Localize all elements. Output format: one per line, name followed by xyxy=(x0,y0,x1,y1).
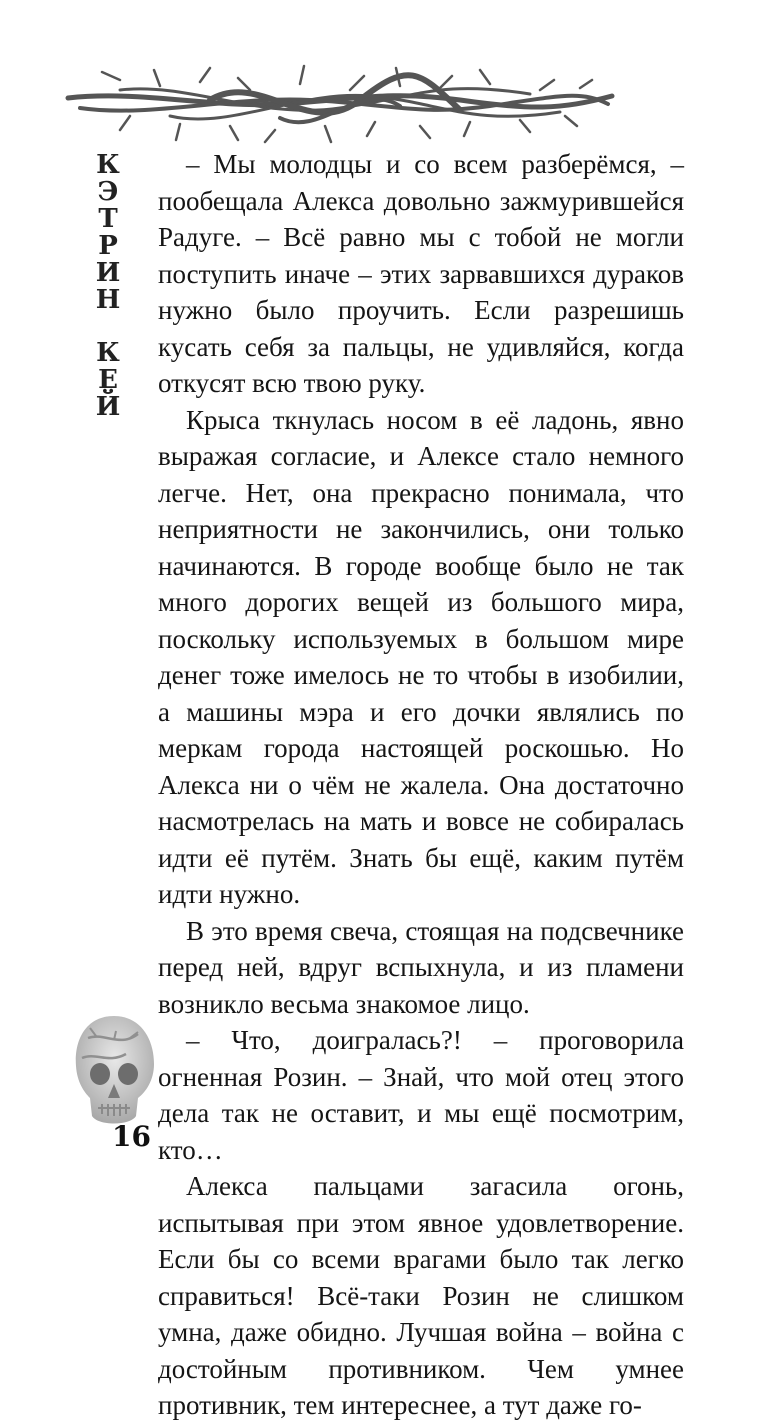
paragraph: В это время свеча, стоящая на подсвечнике перед ней, вдруг вспыхнула, и из пламени возникло весьма знакомое лицо. xyxy=(158,915,684,1019)
thorny-vine-ornament xyxy=(60,60,620,152)
paragraph: Алекса пальцами загасила огонь, испытывая при этом явное удовлетворение. Если бы со всеми врагами было так легко справиться! Всё-таки Розин не слишком умна, даже обидно. Лучшая война – война с достойным противником. Чем умнее противник, тем интереснее, а тут даже го- xyxy=(158,1171,684,1420)
body-text xyxy=(158,146,684,1424)
author-letter: Р xyxy=(98,231,118,261)
paragraph: – Мы молодцы и со всем разберёмся, – пообещала Алекса довольно зажмурившейся Радуге. – Всё равно мы с тобой не могли поступить иначе – этих зарвавшихся дураков нужно было проучить. Если разрешишь кусать себя за пальцы, не удивляйся, когда откусят всю твою руку. xyxy=(158,149,684,398)
author-letter: К xyxy=(96,338,120,368)
author-letter: К xyxy=(96,150,120,180)
paragraph: Крыса ткнулась носом в её ладонь, явно выражая согласие, и Алексе стало немного легче. Нет, она прекрасно понимала, что неприятности не закончились, они только начинаются. В городе вообще было не так много дорогих вещей из большого мира, поскольку используемых в большом мире денег тоже имелось не то чтобы в изобилии, а машины мэра и его дочки являлись по меркам города настоящей роскошью. Но Алекса ни о чём не жалела. Она достаточно насмотрелась на мать и вовсе не собиралась идти её путём. Знать бы ещё, каким путём идти нужно. xyxy=(158,404,684,909)
author-letter: Э xyxy=(97,177,119,207)
author-letter: Й xyxy=(95,392,121,422)
paragraph: – Что, доигралась?! – проговорила огненная Розин. – Знай, что мой отец этого дела так не оставит, и мы ещё посмотрим, кто… xyxy=(158,1025,684,1165)
page-number: 16 xyxy=(112,1120,151,1153)
author-letter: Е xyxy=(98,365,118,395)
author-letter: И xyxy=(95,258,121,288)
author-name-vertical xyxy=(76,150,140,422)
author-letter: Н xyxy=(95,285,121,315)
author-letter: Т xyxy=(98,204,118,234)
